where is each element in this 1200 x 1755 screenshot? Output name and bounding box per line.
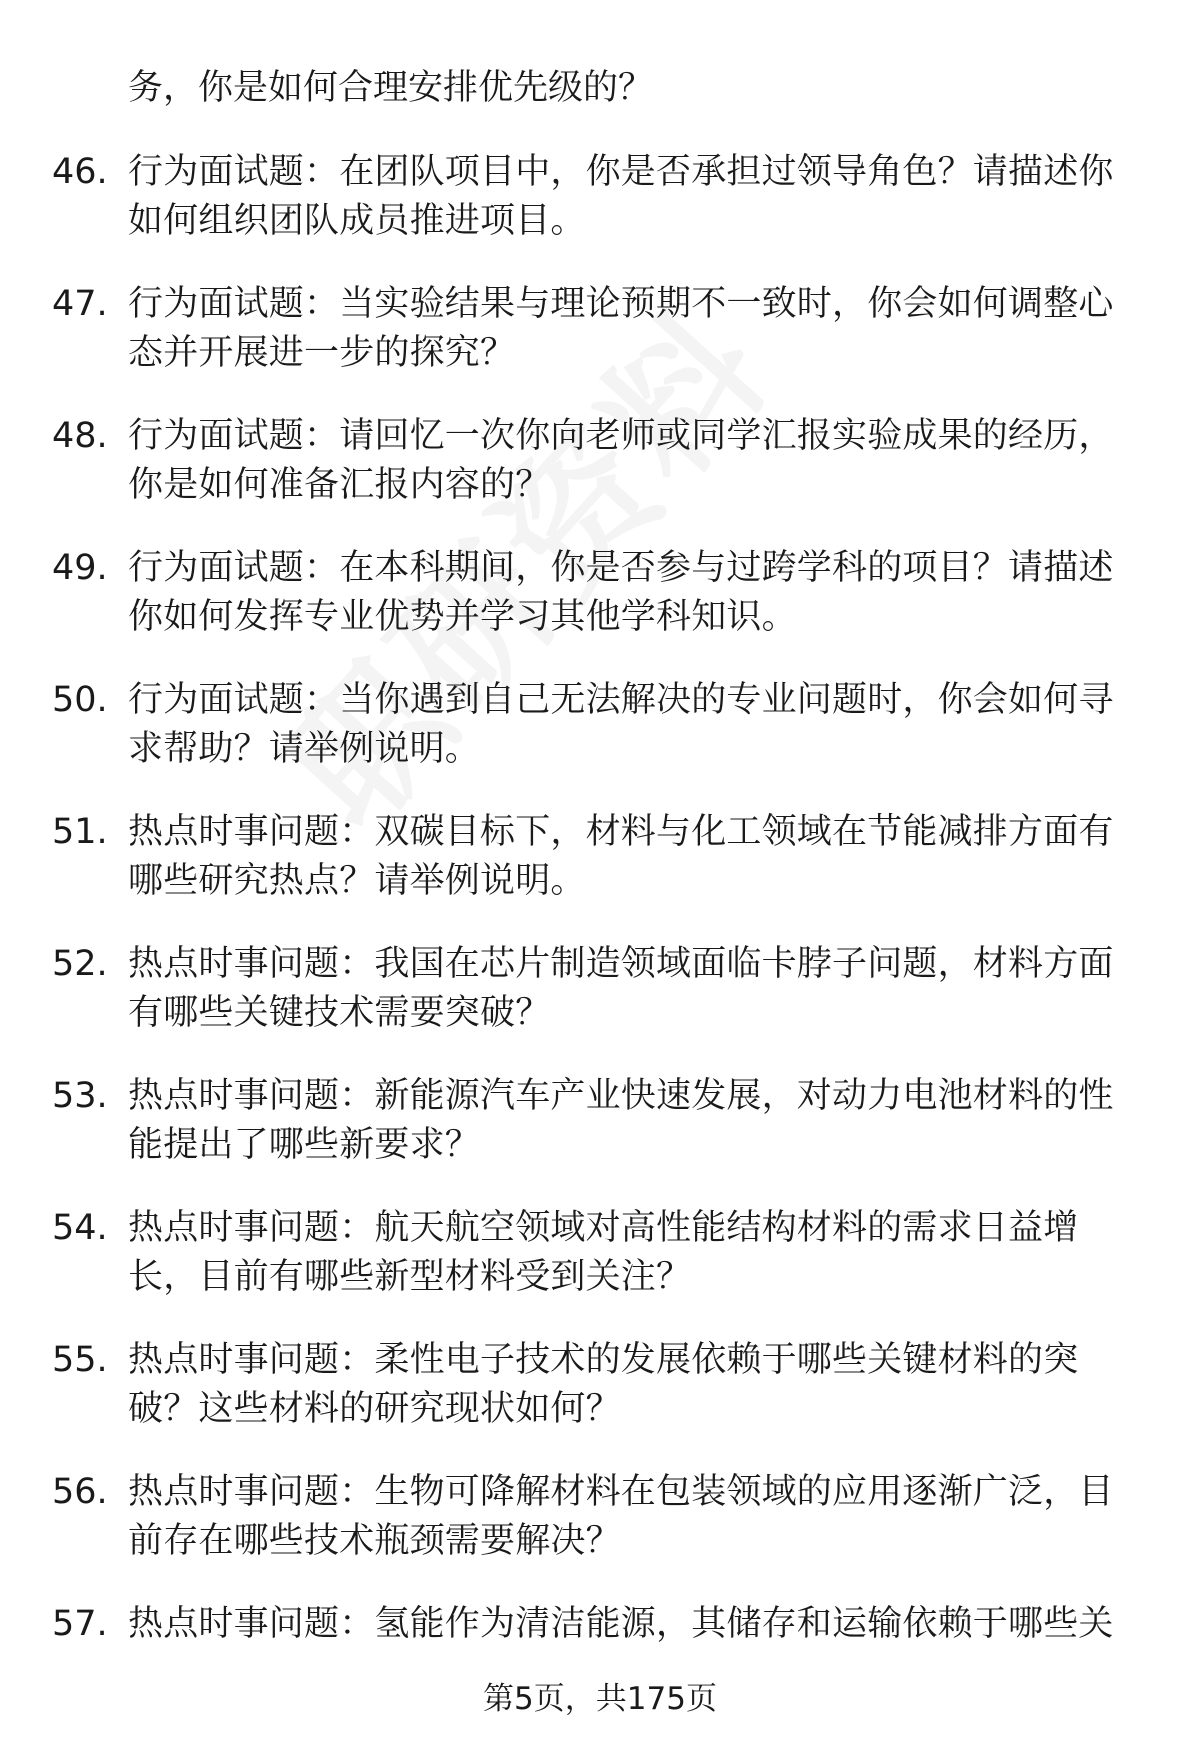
question-text-line: 哪些研究热点？请举例说明。 [128,861,586,901]
question-text-line: 有哪些关键技术需要突破？ [128,993,551,1033]
question-number: 54. [52,1208,108,1248]
question-number: 53. [52,1076,108,1116]
question-number: 46. [52,152,108,192]
question-text-line: 你是如何准备汇报内容的？ [128,465,551,505]
question-text-line: 态并开展进一步的探究？ [128,333,516,373]
list-item [0,1204,1200,1336]
question-text-line: 行为面试题：在本科期间，你是否参与过跨学科的项目？请描述 [128,548,1114,588]
list-item [0,1336,1200,1468]
page-footer: 第5页，共175页 [483,1681,717,1717]
list-item [0,676,1200,808]
question-text-line: 前存在哪些技术瓶颈需要解决？ [128,1521,621,1561]
question-number: 55. [52,1340,108,1380]
question-text-line: 热点时事问题：柔性电子技术的发展依赖于哪些关键材料的突 [128,1340,1079,1380]
question-list [0,148,1200,1732]
question-number: 52. [52,944,108,984]
question-text-line: 热点时事问题：新能源汽车产业快速发展，对动力电池材料的性 [128,1076,1114,1116]
question-number: 49. [52,548,108,588]
question-text-line: 能提出了哪些新要求？ [128,1125,481,1165]
question-number: 48. [52,416,108,456]
list-item [0,940,1200,1072]
list-item [0,1468,1200,1600]
question-text-line: 行为面试题：在团队项目中，你是否承担过领导角色？请描述你 [128,152,1114,192]
question-text-line: 行为面试题：当实验结果与理论预期不一致时，你会如何调整心 [128,284,1114,324]
question-text-line: 你如何发挥专业优势并学习其他学科知识。 [128,597,797,637]
question-text-line: 破？这些材料的研究现状如何？ [128,1389,621,1429]
question-number: 47. [52,284,108,324]
question-text-line: 热点时事问题：生物可降解材料在包装领域的应用逐渐广泛，目 [128,1472,1114,1512]
question-number: 57. [52,1604,108,1644]
question-text-line: 如何组织团队成员推进项目。 [128,201,586,241]
continuation-text: 务，你是如何合理安排优先级的？ [128,68,654,108]
question-number: 56. [52,1472,108,1512]
question-text-line: 热点时事问题：双碳目标下，材料与化工领域在节能减排方面有 [128,812,1114,852]
list-item [0,412,1200,544]
question-text-line: 热点时事问题：我国在芯片制造领域面临卡脖子问题，材料方面 [128,944,1114,984]
question-text-line: 长，目前有哪些新型材料受到关注？ [128,1257,692,1297]
question-text-line: 热点时事问题：航天航空领域对高性能结构材料的需求日益增 [128,1208,1079,1248]
list-item [0,280,1200,412]
question-number: 50. [52,680,108,720]
question-number: 51. [52,812,108,852]
list-item [0,148,1200,280]
question-text-line: 求帮助？请举例说明。 [128,729,481,769]
question-text-line: 行为面试题：当你遇到自己无法解决的专业问题时，你会如何寻 [128,680,1114,720]
question-text-line: 热点时事问题：氢能作为清洁能源，其储存和运输依赖于哪些关 [128,1604,1114,1644]
list-item [0,1072,1200,1204]
question-text-line: 行为面试题：请回忆一次你向老师或同学汇报实验成果的经历， [128,416,1114,456]
list-item [0,808,1200,940]
list-item [0,544,1200,676]
